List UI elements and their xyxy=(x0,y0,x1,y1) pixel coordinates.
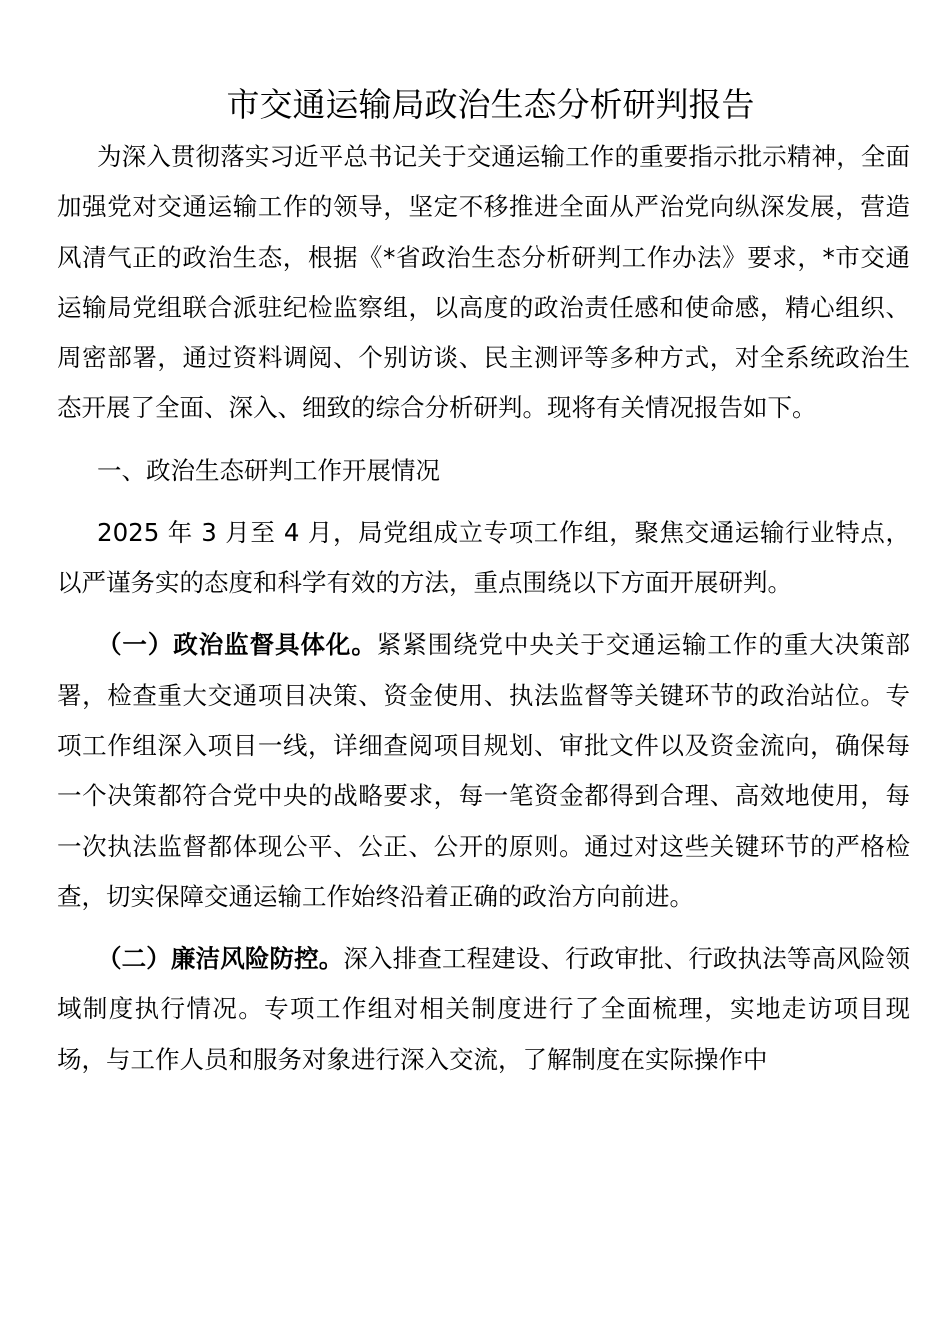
document-title: 市交通运输局政治生态分析研判报告 xyxy=(226,85,755,124)
item-title-2: （二）廉洁风险防控。 xyxy=(97,944,344,974)
section-intro-paragraph: 2025 年 3 月至 4 月，局党组成立专项工作组，聚焦交通运输行业特点，以严谨务实的态度和科学有效的方法，重点围绕以下方面开展研判。 xyxy=(57,517,910,598)
item-paragraph-2 xyxy=(57,934,910,1085)
item-paragraph-1 xyxy=(57,620,910,922)
section-heading: 一、政治生态研判工作开展情况 xyxy=(97,455,440,485)
item-body-1: 紧紧围绕党中央关于交通运输工作的重大决策部署，检查重大交通项目决策、资金使用、执法监督等关键环节的政治站位。专项工作组深入项目一线，详细查阅项目规划、审批文件以及资金流向，确保每一个决策都符合党中央的战略要求，每一笔资金都得到合理、高效地使用，每一次执法监督都体现公平、公正、公开的原则。通过对这些关键环节的严格检查，切实保障交通运输工作始终沿着正确的政治方向前进。 xyxy=(57,630,911,911)
intro-paragraph: 为深入贯彻落实习近平总书记关于交通运输工作的重要指示批示精神，全面加强党对交通运输工作的领导，坚定不移推进全面从严治党向纵深发展，营造风清气正的政治生态，根据《*省政治生态分析研判工作办法》要求，*市交通运输局党组联合派驻纪检监察组，以高度的政治责任感和使命感，精心组织、周密部署，通过资料调阅、个别访谈、民主测评等多种方式，对全系统政治生态开展了全面、深入、细致的综合分析研判。现将有关情况报告如下。 xyxy=(57,142,910,423)
item-title-1: （一）政治监督具体化。 xyxy=(97,630,377,660)
item-body-2: 深入排查工程建设、行政审批、行政执法等高风险领域制度执行情况。专项工作组对相关制度进行了全面梳理，实地走访项目现场，与工作人员和服务对象进行深入交流，了解制度在实际操作中 xyxy=(57,944,910,1074)
